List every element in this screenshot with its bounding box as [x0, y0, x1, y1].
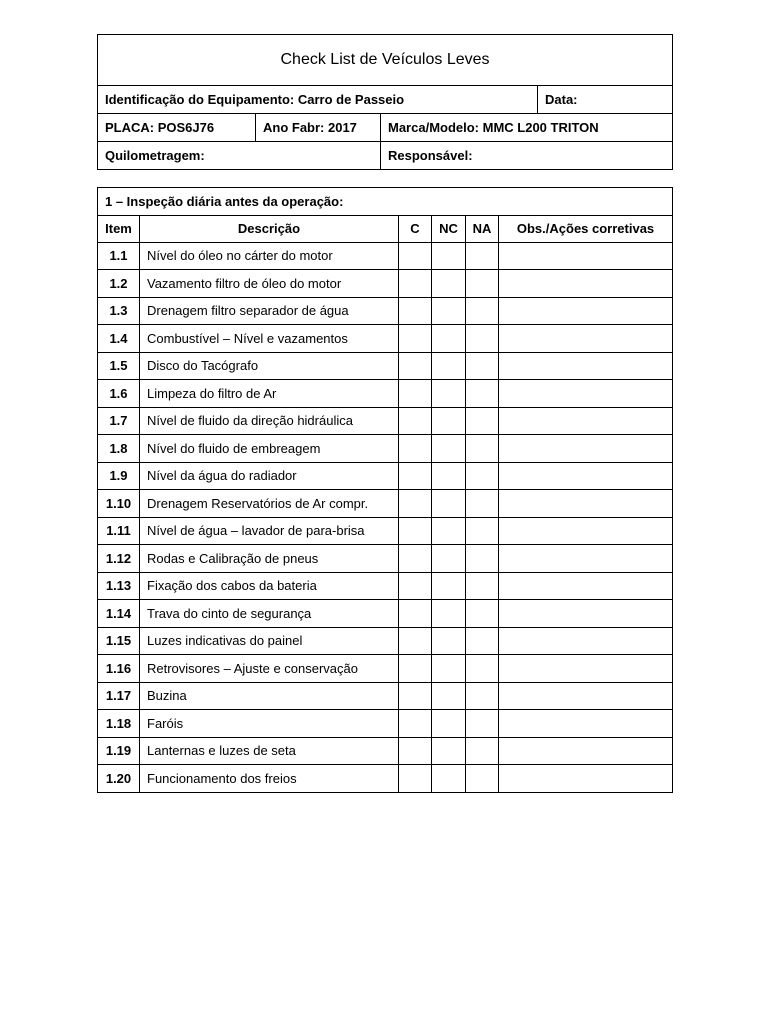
obs-cell[interactable]: [499, 407, 673, 435]
check-na-cell[interactable]: [466, 407, 499, 435]
obs-cell[interactable]: [499, 710, 673, 738]
check-na-cell[interactable]: [466, 380, 499, 408]
checklist-row: [98, 655, 673, 683]
column-header-nc: NC: [432, 215, 466, 242]
obs-cell[interactable]: [499, 682, 673, 710]
item-number: 1.10: [98, 490, 140, 518]
item-description: Vazamento filtro de óleo do motor: [140, 270, 399, 298]
item-number: 1.4: [98, 325, 140, 353]
check-nc-cell[interactable]: [432, 765, 466, 793]
checklist-row: [98, 325, 673, 353]
checklist-row: [98, 710, 673, 738]
check-na-cell[interactable]: [466, 242, 499, 270]
check-na-cell[interactable]: [466, 545, 499, 573]
identificacao-field: Identificação do Equipamento: Carro de Passeio: [98, 86, 538, 114]
item-description: Combustível – Nível e vazamentos: [140, 325, 399, 353]
obs-cell[interactable]: [499, 462, 673, 490]
item-number: 1.11: [98, 517, 140, 545]
obs-cell[interactable]: [499, 517, 673, 545]
item-number: 1.13: [98, 572, 140, 600]
header-table: [97, 34, 673, 170]
checklist-body: [98, 242, 673, 792]
obs-cell[interactable]: [499, 737, 673, 765]
item-number: 1.16: [98, 655, 140, 683]
item-description: Retrovisores – Ajuste e conservação: [140, 655, 399, 683]
check-c-cell[interactable]: [399, 655, 432, 683]
checklist-row: [98, 572, 673, 600]
check-c-cell[interactable]: [399, 462, 432, 490]
item-number: 1.15: [98, 627, 140, 655]
check-na-cell[interactable]: [466, 765, 499, 793]
check-nc-cell[interactable]: [432, 517, 466, 545]
ano-field: Ano Fabr: 2017: [256, 114, 381, 142]
responsavel-field[interactable]: Responsável:: [381, 142, 673, 170]
check-c-cell[interactable]: [399, 572, 432, 600]
item-number: 1.18: [98, 710, 140, 738]
column-header-na: NA: [466, 215, 499, 242]
item-description: Nível da água do radiador: [140, 462, 399, 490]
check-nc-cell[interactable]: [432, 380, 466, 408]
item-description: Drenagem filtro separador de água: [140, 297, 399, 325]
check-na-cell[interactable]: [466, 325, 499, 353]
check-na-cell[interactable]: [466, 655, 499, 683]
check-nc-cell[interactable]: [432, 490, 466, 518]
check-nc-cell[interactable]: [432, 710, 466, 738]
item-description: Funcionamento dos freios: [140, 765, 399, 793]
item-number: 1.17: [98, 682, 140, 710]
item-number: 1.8: [98, 435, 140, 463]
check-nc-cell[interactable]: [432, 572, 466, 600]
obs-cell[interactable]: [499, 490, 673, 518]
check-nc-cell[interactable]: [432, 297, 466, 325]
checklist-row: [98, 600, 673, 628]
marca-modelo-field: Marca/Modelo: MMC L200 TRITON: [381, 114, 673, 142]
item-description: Nível do óleo no cárter do motor: [140, 242, 399, 270]
document-title-cell: [98, 35, 673, 86]
data-field[interactable]: Data:: [538, 86, 673, 114]
item-number: 1.1: [98, 242, 140, 270]
item-description: Buzina: [140, 682, 399, 710]
check-c-cell[interactable]: [399, 627, 432, 655]
item-description: Nível de fluido da direção hidráulica: [140, 407, 399, 435]
check-nc-cell[interactable]: [432, 352, 466, 380]
check-c-cell[interactable]: [399, 242, 432, 270]
check-na-cell[interactable]: [466, 462, 499, 490]
check-nc-cell[interactable]: [432, 545, 466, 573]
check-c-cell[interactable]: [399, 600, 432, 628]
check-nc-cell[interactable]: [432, 600, 466, 628]
item-description: Drenagem Reservatórios de Ar compr.: [140, 490, 399, 518]
obs-cell[interactable]: [499, 297, 673, 325]
column-header-descricao: Descrição: [140, 215, 399, 242]
check-nc-cell[interactable]: [432, 682, 466, 710]
item-number: 1.14: [98, 600, 140, 628]
checklist-row: [98, 242, 673, 270]
checklist-row: [98, 737, 673, 765]
item-number: 1.2: [98, 270, 140, 298]
item-description: Luzes indicativas do painel: [140, 627, 399, 655]
check-c-cell[interactable]: [399, 297, 432, 325]
item-description: Faróis: [140, 710, 399, 738]
checklist-row: [98, 352, 673, 380]
item-description: Lanternas e luzes de seta: [140, 737, 399, 765]
item-description: Trava do cinto de segurança: [140, 600, 399, 628]
column-header-obs: Obs./Ações corretivas: [499, 215, 673, 242]
item-description: Nível de água – lavador de para-brisa: [140, 517, 399, 545]
item-number: 1.6: [98, 380, 140, 408]
check-nc-cell[interactable]: [432, 462, 466, 490]
obs-cell[interactable]: [499, 325, 673, 353]
check-nc-cell[interactable]: [432, 270, 466, 298]
item-description: Nível do fluido de embreagem: [140, 435, 399, 463]
column-header-c: C: [399, 215, 432, 242]
check-nc-cell[interactable]: [432, 627, 466, 655]
check-c-cell[interactable]: [399, 710, 432, 738]
obs-cell[interactable]: [499, 352, 673, 380]
item-number: 1.20: [98, 765, 140, 793]
item-number: 1.19: [98, 737, 140, 765]
checklist-row: [98, 490, 673, 518]
check-c-cell[interactable]: [399, 545, 432, 573]
check-nc-cell[interactable]: [432, 435, 466, 463]
obs-cell[interactable]: [499, 270, 673, 298]
placa-field: PLACA: POS6J76: [98, 114, 256, 142]
check-c-cell[interactable]: [399, 380, 432, 408]
checklist-row: [98, 407, 673, 435]
checklist-row: [98, 627, 673, 655]
check-nc-cell[interactable]: [432, 655, 466, 683]
check-c-cell[interactable]: [399, 765, 432, 793]
check-c-cell[interactable]: [399, 517, 432, 545]
item-number: 1.9: [98, 462, 140, 490]
checklist-table: [97, 187, 673, 793]
check-na-cell[interactable]: [466, 270, 499, 298]
checklist-row: [98, 682, 673, 710]
check-na-cell[interactable]: [466, 490, 499, 518]
check-na-cell[interactable]: [466, 352, 499, 380]
checklist-row: [98, 297, 673, 325]
check-c-cell[interactable]: [399, 407, 432, 435]
item-number: 1.7: [98, 407, 140, 435]
obs-cell[interactable]: [499, 435, 673, 463]
quilometragem-field[interactable]: Quilometragem:: [98, 142, 381, 170]
check-na-cell[interactable]: [466, 600, 499, 628]
item-description: Limpeza do filtro de Ar: [140, 380, 399, 408]
obs-cell[interactable]: [499, 242, 673, 270]
check-na-cell[interactable]: [466, 517, 499, 545]
check-na-cell[interactable]: [466, 297, 499, 325]
check-na-cell[interactable]: [466, 572, 499, 600]
item-number: 1.5: [98, 352, 140, 380]
item-number: 1.3: [98, 297, 140, 325]
obs-cell[interactable]: [499, 572, 673, 600]
check-c-cell[interactable]: [399, 435, 432, 463]
obs-cell[interactable]: [499, 600, 673, 628]
obs-cell[interactable]: [499, 545, 673, 573]
check-c-cell[interactable]: [399, 352, 432, 380]
check-c-cell[interactable]: [399, 490, 432, 518]
document-title: Check List de Veículos Leves: [280, 51, 490, 68]
check-c-cell[interactable]: [399, 682, 432, 710]
check-na-cell[interactable]: [466, 682, 499, 710]
check-na-cell[interactable]: [466, 627, 499, 655]
check-nc-cell[interactable]: [432, 325, 466, 353]
obs-cell[interactable]: [499, 655, 673, 683]
checklist-row: [98, 517, 673, 545]
item-description: Rodas e Calibração de pneus: [140, 545, 399, 573]
checklist-row: [98, 765, 673, 793]
check-nc-cell[interactable]: [432, 737, 466, 765]
column-header-item: Item: [98, 215, 140, 242]
checklist-row: [98, 545, 673, 573]
check-na-cell[interactable]: [466, 737, 499, 765]
obs-cell[interactable]: [499, 765, 673, 793]
item-number: 1.12: [98, 545, 140, 573]
check-na-cell[interactable]: [466, 710, 499, 738]
item-description: Fixação dos cabos da bateria: [140, 572, 399, 600]
obs-cell[interactable]: [499, 380, 673, 408]
check-nc-cell[interactable]: [432, 407, 466, 435]
check-nc-cell[interactable]: [432, 242, 466, 270]
check-c-cell[interactable]: [399, 270, 432, 298]
checklist-row: [98, 462, 673, 490]
check-na-cell[interactable]: [466, 435, 499, 463]
check-c-cell[interactable]: [399, 737, 432, 765]
checklist-row: [98, 270, 673, 298]
checklist-row: [98, 380, 673, 408]
section-title: 1 – Inspeção diária antes da operação:: [98, 188, 673, 216]
item-description: Disco do Tacógrafo: [140, 352, 399, 380]
checklist-row: [98, 435, 673, 463]
obs-cell[interactable]: [499, 627, 673, 655]
check-c-cell[interactable]: [399, 325, 432, 353]
